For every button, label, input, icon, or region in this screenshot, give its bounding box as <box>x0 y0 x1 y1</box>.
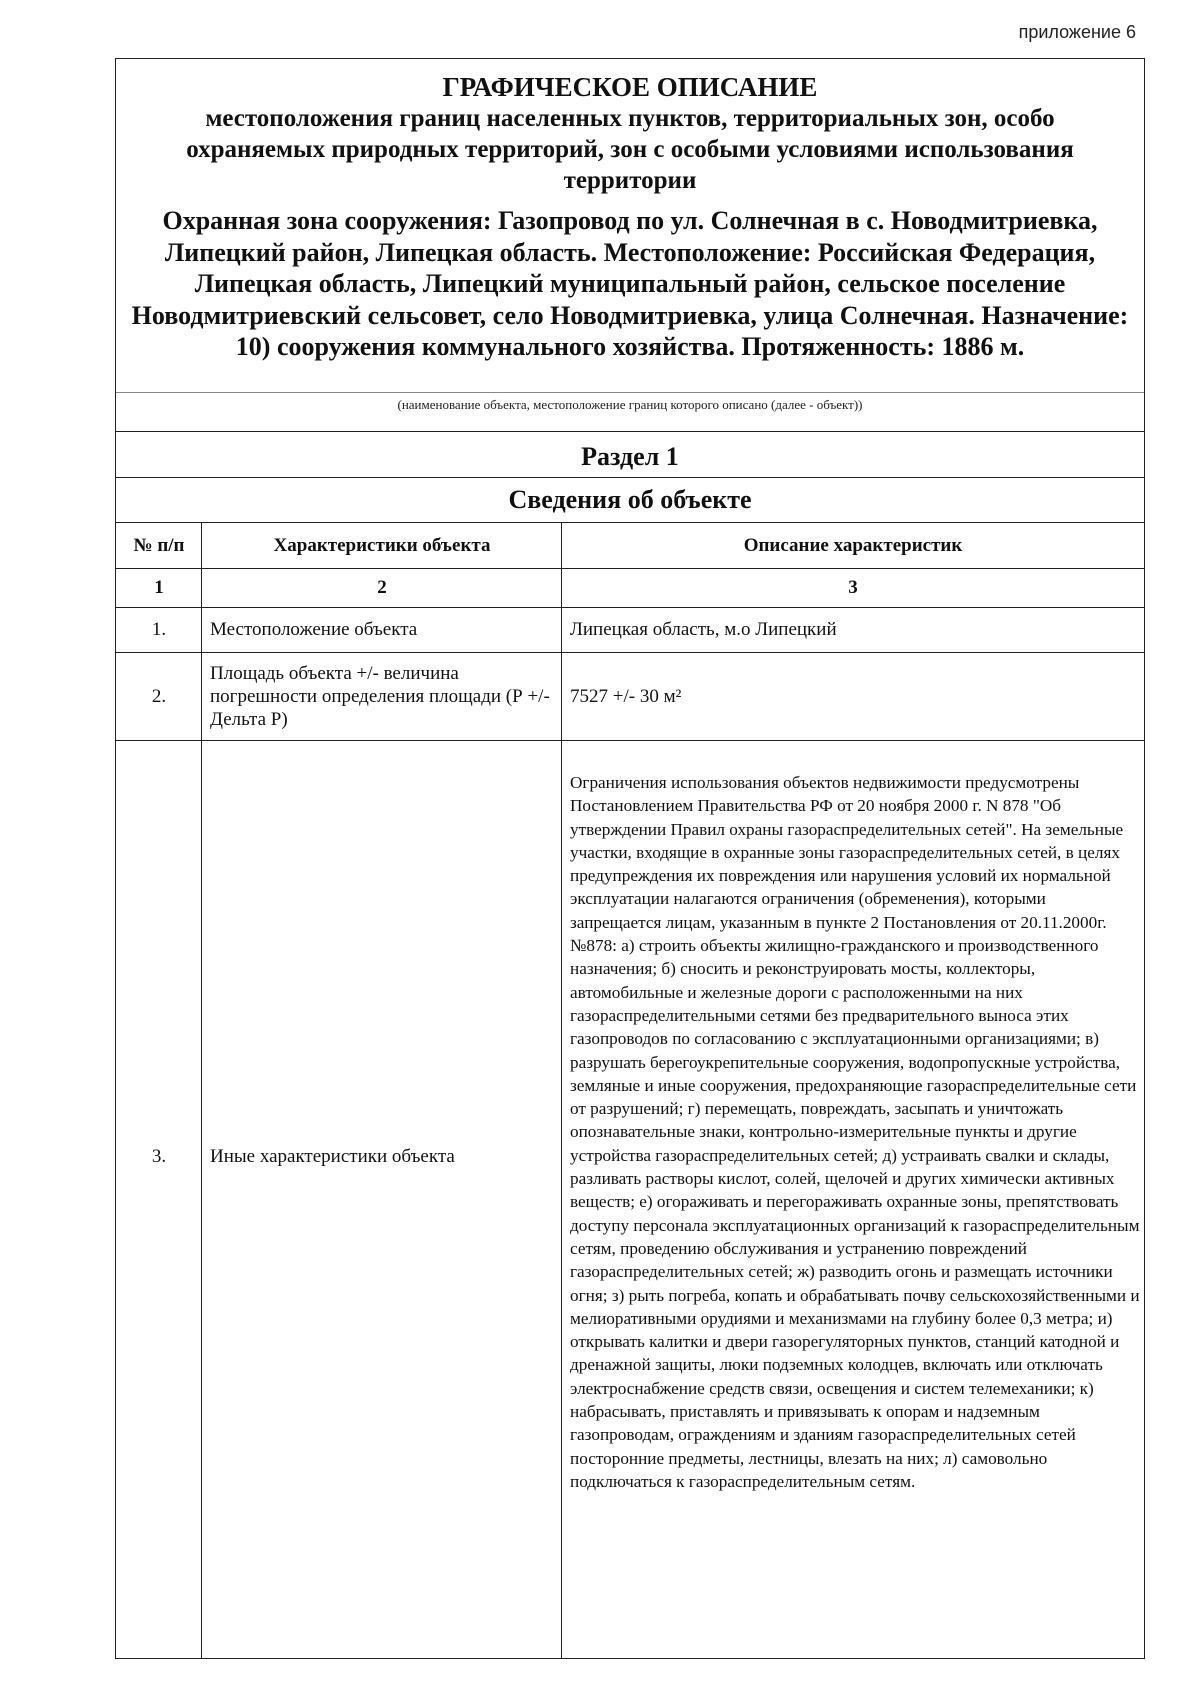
object-name: Охранная зона сооружения: Газопровод по ул. Солнечная в с. Новодмитриевка, Липецкий район, Липецкая область. Местоположение: Российская Федерация, Липецкая область, Липецкий муниципальный район, сельское поселение Новодмитриевский сельсовет, село Новодмитриевка, улица Солнечная. Назначение: 10) сооружения коммунального хозяйства. Протяженность: 1886 м. <box>131 206 1129 361</box>
row-description: Ограничения использования объектов недвижимости предусмотрены Постановлением Правительства РФ от 20 ноября 2000 г. N 878 "Об утверждении Правил охраны газораспределительных сетей". На земельные участки, входящие в охранные зоны газораспределительных сетей, в целях предупреждения их повреждения или нарушения условий их нормальной эксплуатации налагаются ограничения (обременения), которыми запрещается лицам, указанным в пункте 2 Постановления от 20.11.2000г. №878: а) строить объекты жилищно-гражданского и производственного назначения; б) сносить и реконструировать мосты, коллекторы, автомобильные и железные дороги с расположенными на них газораспределительными сетями без предварительного выноса этих газопроводов по согласованию с эксплуатационными организациями; в) разрушать берегоукрепительные сооружения, водопропускные устройства, земляные и иные сооружения, предохраняющие газораспределительные сети от разрушений; г) перемещать, повреждать, засыпать и уничтожать опознавательные знаки, контрольно-измерительные пункты и другие устройства газораспределительных сетей; д) устраивать свалки и склады, разливать растворы кислот, солей, щелочей и других химически активных веществ; е) огораживать и перегораживать охранные зоны, препятствовать доступу персонала эксплуатационных организаций к газораспределительным сетям, проведению обслуживания и устранению повреждений газораспределительных сетей; ж) разводить огонь и размещать источники огня; з) рыть погреба, копать и обрабатывать почву сельскохозяйственными и мелиоративными орудиями и механизмами на глубину более 0,3 метра; и) открывать калитки и двери газорегуляторных пунктов, станций катодной и дренажной защиты, люки подземных колодцев, включать или отключать электроснабжение средств связи, освещения и систем телемеханики; к) набрасывать, приставлять и привязывать к опорам и надземным газопроводам, ограждениям и зданиям газораспределительных сетей посторонние предметы, лестницы, влезать на них; л) самовольно подключаться к газораспределительным сетям. <box>570 773 1140 1491</box>
row-description: Липецкая область, м.о Липецкий <box>570 619 837 640</box>
column-divider <box>561 523 562 1658</box>
row-description: 7527 +/- 30 м² <box>570 686 682 707</box>
divider <box>116 431 1144 432</box>
column-header-number: № п/п <box>133 535 185 556</box>
section-title: Сведения об объекте <box>508 485 752 514</box>
row-characteristic: Местоположение объекта <box>210 619 418 640</box>
section-number: Раздел 1 <box>581 442 679 471</box>
document-frame <box>115 58 1145 1659</box>
row-number: 3. <box>151 1146 167 1167</box>
document-title: ГРАФИЧЕСКОЕ ОПИСАНИЕ <box>442 72 818 102</box>
row-number: 1. <box>151 619 167 640</box>
object-name-caption: (наименование объекта, местоположение границ которого описано (далее - объект)) <box>397 397 863 412</box>
column-header-description: Описание характеристик <box>743 535 963 556</box>
divider <box>116 740 1144 741</box>
row-characteristic: Площадь объекта +/- величина погрешности определения площади (Р +/- Дельта Р) <box>210 663 550 730</box>
object-name-underline <box>116 392 1144 393</box>
column-index: 1 <box>154 577 164 598</box>
row-characteristic: Иные характеристики объекта <box>210 1146 455 1167</box>
annex-label: приложение 6 <box>1018 22 1136 42</box>
column-index: 3 <box>848 577 858 598</box>
row-number: 2. <box>151 686 167 707</box>
document-subtitle: местоположения границ населенных пунктов, территориальных зон, особо охраняемых природных территорий, зон с особыми условиями использования территории <box>186 105 1074 194</box>
column-header-characteristic: Характеристики объекта <box>273 535 491 556</box>
column-index: 2 <box>377 577 387 598</box>
document-header <box>116 59 1144 393</box>
divider <box>116 477 1144 478</box>
